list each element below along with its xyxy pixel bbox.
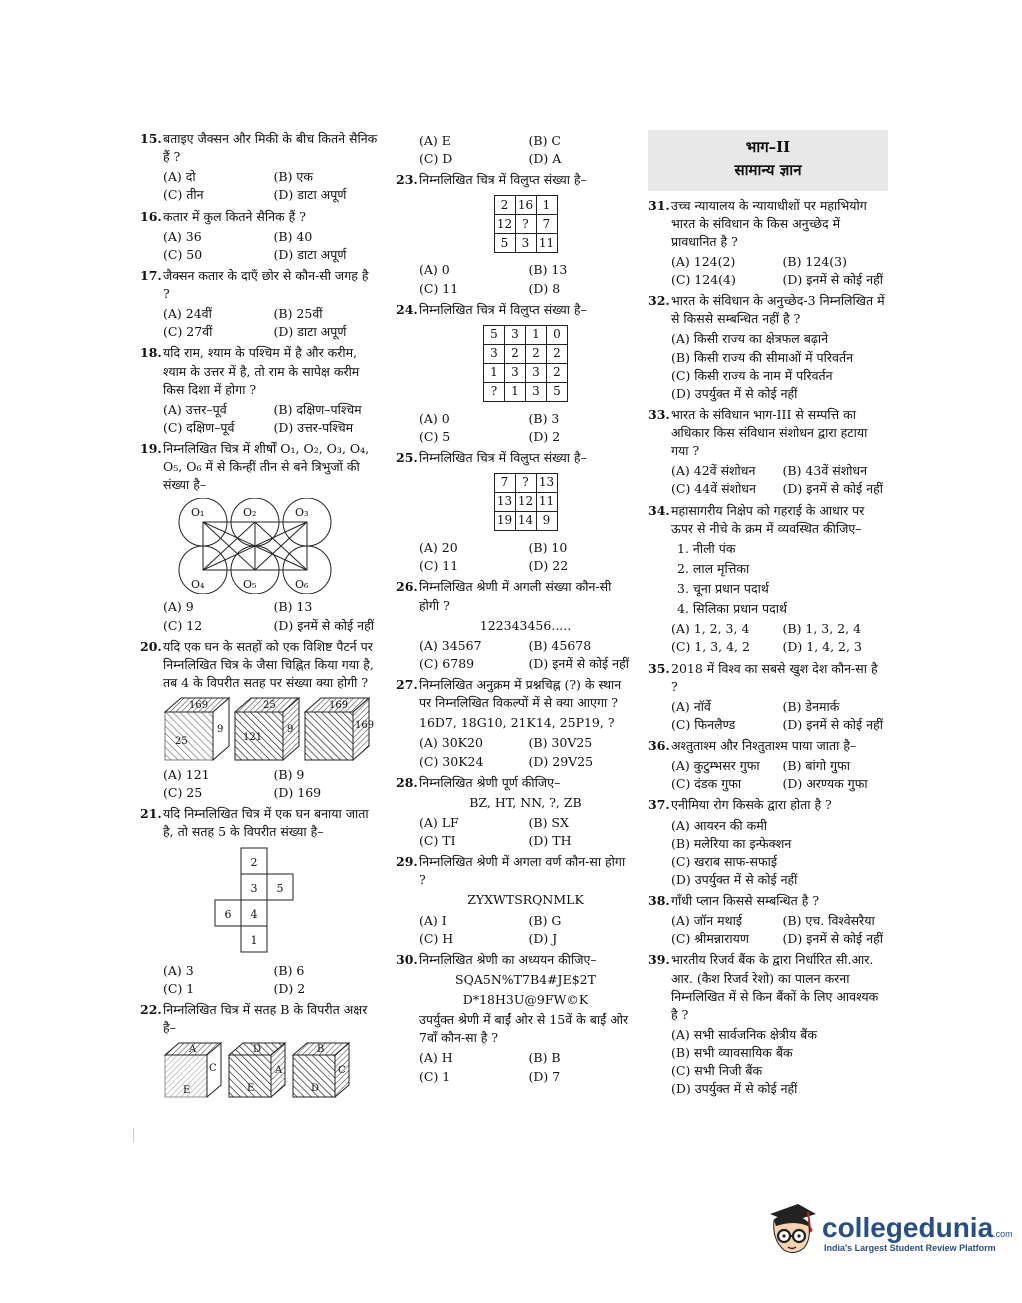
grid-cell: 2 [494, 196, 515, 215]
grid-cell: 19 [494, 512, 515, 531]
section-header [648, 130, 888, 191]
option[interactable]: (D) इनमें से कोई नहीं [782, 716, 883, 732]
face-label: 9 [217, 724, 224, 735]
option[interactable]: (D) उपर्युक्त में से कोई नहीं [671, 871, 798, 887]
question-32: 32. भारत के संविधान के अनुच्छेद-3 निम्नलिखित में से किससे सम्बन्धित नहीं है ? (A) किसी राज्य का क्षेत्रफल बढ़ाने (B) किसी राज्य की सीमाओं में परिवर्तन (C) किसी राज्य के नाम में परिवर्तन (D) उपर्युक्त में से कोई नहीं [648, 292, 888, 403]
option[interactable]: (B) 124(3) [782, 253, 847, 269]
ordered-list [677, 540, 888, 619]
grid-cell: 16 [515, 196, 536, 215]
option[interactable]: (D) उत्तर-पश्चिम [273, 419, 354, 435]
grid-cell: 14 [515, 512, 536, 531]
option[interactable]: (C) 30K24 [419, 753, 484, 769]
net-face: 4 [250, 907, 258, 921]
grid-cell: 2 [505, 344, 526, 363]
cubes-figure [163, 696, 378, 762]
option[interactable]: (B) 10 [528, 540, 568, 556]
option[interactable]: (C) 1, 3, 4, 2 [671, 639, 750, 655]
question-25: 25. निम्नलिखित चित्र में विलुप्त संख्या है– 7 ? 13 13 12 11 19 14 9 (A) 20 (B) 10 (C) 11 (D) 22 [396, 449, 632, 575]
face-letter: B [317, 1044, 325, 1055]
option[interactable]: (B) किसी राज्य की सीमाओं में परिवर्तन [671, 349, 854, 365]
series-line: 122343456..... [479, 617, 572, 633]
option[interactable]: (A) H [419, 1050, 453, 1066]
question-34: 34. महासागरीय निक्षेप को गहराई के आधार पर ऊपर से नीचे के क्रम में व्यवस्थित कीजिए– 1. नीली पंक 2. लाल मृत्तिका 3. चूना प्रधान पदार्थ 4. सिलिका प्रधान पदार्थ (A) 1, 2, 3, 4 (B) 1, 3, 2, 4 (C) 1, 3, 4, 2 (D) 1, 4, 2, 3 [648, 502, 888, 657]
option[interactable]: (B) G [528, 912, 562, 928]
grid-cell: 2 [526, 344, 547, 363]
option[interactable]: (C) तीन [163, 187, 204, 203]
option[interactable]: (D) 29V25 [528, 753, 594, 769]
vertex-label: O₄ [191, 578, 205, 592]
vertex-label: O₆ [295, 578, 309, 592]
section-title: सामान्य ज्ञान [734, 161, 802, 180]
question-19: 19. निम्नलिखित चित्र में शीर्षों O₁, O₂, O₃, O₄, O₅, O₆ में से किन्हीं तीन से बने त्रिभुजों की संख्या है– O₁ O₂ O₃ O₄ O₅ O₆ (A) 9 (B) 13 (C) 12 (D) इनमें से कोई नहीं [140, 440, 378, 635]
option[interactable]: (D) 22 [528, 558, 569, 574]
vertex-label: O₁ [191, 506, 205, 520]
option[interactable]: (C) H [419, 930, 454, 946]
option[interactable]: (B) 13 [273, 599, 313, 615]
option[interactable]: (B) 43वें संशोधन [782, 463, 868, 479]
question-21: 21. यदि निम्नलिखित चित्र में एक घन बनाया जाता है, तो सतह 5 के विपरीत संख्या है– 2 3 5 6 4 1 (A) 3 (B) 6 (C) 1 (D) 2 [140, 805, 378, 998]
option[interactable]: (B) SX [528, 814, 569, 830]
option[interactable]: (D) डाटा अपूर्ण [273, 187, 347, 203]
series-line: BZ, HT, NN, ?, ZB [469, 794, 582, 810]
grid-cell: 1 [526, 325, 547, 344]
series-line: ZYXWTSRQNMLK [467, 892, 584, 908]
face-letter: C [209, 1063, 217, 1074]
net-face: 3 [250, 881, 258, 895]
number-grid [494, 473, 558, 531]
question-28: 28. निम्नलिखित श्रेणी पूर्ण कीजिए– BZ, HT, NN, ?, ZB (A) LF (B) SX (C) TI (D) TH [396, 774, 632, 851]
question-29: 29. निम्नलिखित श्रेणी में अगला वर्ण कौन-सा होगा ? ZYXWTSRQNMLK (A) I (B) G (C) H (D) J [396, 853, 632, 948]
brand-name: collegedunia.com [822, 1212, 1013, 1243]
vertex-label: O₂ [243, 506, 257, 520]
option[interactable]: (D) इनमें से कोई नहीं [782, 481, 883, 497]
margin-mark [133, 1128, 134, 1142]
grid-cell: 3 [484, 344, 505, 363]
series-line: D*18H3U@9FW©K [462, 992, 589, 1007]
option[interactable]: (C) 6789 [419, 655, 475, 671]
option[interactable]: (D) 7 [528, 1068, 561, 1084]
face-letter: E [183, 1085, 191, 1096]
question-23: 23. निम्नलिखित चित्र में विलुप्त संख्या है– 2 16 1 12 ? 7 5 3 11 (A) 0 (B) 13 (C) 11 (D) 8 [396, 171, 632, 297]
option[interactable]: (C) 25 [163, 785, 203, 801]
question-22: 22. निम्नलिखित चित्र में सतह B के विपरीत अक्षर है– A C E D A E B C D [140, 1001, 378, 1099]
option[interactable]: (C) D [419, 151, 453, 167]
net-face: 2 [250, 855, 258, 869]
option[interactable]: (B) B [528, 1050, 561, 1066]
option[interactable]: (C) 5 [419, 428, 451, 444]
option[interactable]: (B) 30V25 [528, 735, 593, 751]
question-35: 35. 2018 में विश्व का सबसे खुश देश कौन-सा है ? (A) नॉर्वे (B) डेनमार्क (C) फिनलैण्ड (D) इनमें से कोई नहीं [648, 660, 888, 735]
question-24: 24. निम्नलिखित चित्र में विलुप्त संख्या है– 5 3 1 0 3 2 2 2 1 3 3 2 ? 1 3 5 (A) 0 (B) 3 (C) 5 (D) 2 [396, 301, 632, 446]
option[interactable]: (C) 1 [419, 1068, 451, 1084]
list-item: 4. सिलिका प्रधान पदार्थ [677, 601, 788, 617]
question-22-options [396, 132, 632, 168]
brand-tagline: India's Largest Student Review Platform [824, 1243, 996, 1253]
option[interactable]: (B) डेनमार्क [782, 698, 840, 714]
option[interactable]: (B) 25वीं [273, 306, 323, 322]
option[interactable]: (A) नॉर्वे [671, 698, 711, 714]
option[interactable]: (D) 2 [273, 980, 306, 996]
net-face: 5 [276, 881, 284, 895]
option[interactable]: (C) दक्षिण–पूर्व [163, 419, 235, 435]
option[interactable]: (A) LF [419, 814, 459, 830]
list-item: 2. लाल मृत्तिका [677, 560, 750, 576]
number-grid [483, 325, 568, 402]
option[interactable]: (B) बांगो गुफा [782, 758, 850, 774]
grid-cell: ? [484, 382, 505, 401]
question-36: 36. अश्तुताश्म और निश्तुताश्म पाया जाता है– (A) कुटुम्भसर गुफा (B) बांगो गुफा (C) दंडक गुफा (D) अरण्यक गुफा [648, 737, 888, 793]
vertex-label: O₅ [243, 578, 257, 592]
option[interactable]: (B) 45678 [528, 637, 592, 653]
grid-cell: 3 [526, 382, 547, 401]
option[interactable]: (B) 3 [528, 410, 560, 426]
vertex-label: O₃ [295, 506, 309, 520]
face-letter: D [253, 1044, 262, 1055]
option[interactable]: (A) 121 [163, 767, 210, 782]
face-label: 121 [243, 732, 263, 743]
option[interactable]: (B) 1, 3, 2, 4 [782, 621, 862, 637]
option[interactable]: (A) 34567 [419, 637, 482, 653]
face-letter: E [247, 1083, 255, 1094]
option[interactable]: (C) 12 [163, 617, 203, 633]
face-label: 25 [263, 700, 276, 711]
option[interactable]: (D) डाटा अपूर्ण [273, 324, 347, 340]
face-label: 9 [287, 724, 294, 735]
option[interactable]: (B) सभी व्यावसायिक बैंक [671, 1045, 793, 1060]
option[interactable]: (C) 1 [163, 980, 195, 996]
grid-cell: 12 [494, 215, 515, 234]
option[interactable]: (A) दो [163, 169, 196, 185]
option[interactable]: (A) 0 [419, 410, 450, 426]
option[interactable]: (A) 0 [419, 262, 450, 278]
option[interactable]: (A) जॉन मथाई [671, 913, 743, 929]
option[interactable]: (D) A [528, 151, 562, 167]
option[interactable]: (A) किसी राज्य का क्षेत्रफल बढ़ाने [671, 331, 829, 347]
option[interactable]: (A) 124(2) [671, 253, 736, 269]
option[interactable]: (B) 9 [273, 767, 305, 782]
question-39: 39. भारतीय रिजर्व बैंक के द्वारा निर्धारित सी.आर. आर. (कैश रिजर्व रेशो) का पालन करना निम्नलिखित में से किन बैंकों के लिए आवश्यक है ? (A) सभी सार्वजनिक क्षेत्रीय बैंक (B) सभी व्यावसायिक बैंक (C) सभी निजी बैंक (D) उपर्युक्त में से कोई नहीं [648, 951, 888, 1098]
option[interactable]: (A) 1, 2, 3, 4 [671, 621, 750, 637]
face-label: 169 [189, 700, 209, 711]
face-label: 25 [175, 736, 188, 747]
column-1 [140, 130, 378, 1103]
question-31: 31. उच्च न्यायालय के न्यायाधीशों पर महाभियोग भारत के संविधान के किस अनुच्छेद में प्रावधानित है ? (A) 124(2) (B) 124(3) (C) 124(4) (D) इनमें से कोई नहीं [648, 197, 888, 290]
option[interactable]: (A) कुटुम्भसर गुफा [671, 758, 760, 774]
option[interactable]: (A) 9 [163, 599, 194, 615]
option[interactable]: (A) 3 [163, 962, 194, 978]
grid-cell: 3 [505, 363, 526, 382]
option[interactable]: (C) खराब साफ-सफाई [671, 853, 777, 869]
grid-cell: 7 [494, 474, 515, 493]
option[interactable]: (C) 11 [419, 280, 459, 296]
collegedunia-logo[interactable] [764, 1200, 1013, 1264]
option[interactable]: (A) उत्तर–पूर्व [163, 401, 227, 417]
grid-cell: 9 [536, 512, 557, 531]
option[interactable]: (D) इनमें से कोई नहीं [273, 617, 374, 633]
option[interactable]: (A) E [419, 133, 451, 148]
option[interactable]: (B) एच. विश्वेसरैया [782, 913, 875, 929]
grid-cell: 2 [547, 363, 568, 382]
letter-cubes-figure [163, 1041, 363, 1099]
option[interactable]: (D) अरण्यक गुफा [782, 776, 868, 792]
face-label: 169 [355, 720, 375, 731]
option[interactable]: (B) 13 [528, 262, 568, 278]
grid-cell: 13 [536, 474, 557, 493]
option[interactable]: (B) C [528, 133, 561, 148]
question-38: 38. गाँधी प्लान किससे सम्बन्धित है ? (A) जॉन मथाई (B) एच. विश्वेसरैया (C) श्रीमन्नारायण (D) इनमें से कोई नहीं [648, 892, 888, 948]
question-37: 37. एनीमिया रोग किसके द्वारा होता है ? (A) आयरन की कमी (B) मलेरिया का इन्फेक्शन (C) खराब साफ-सफाई (D) उपर्युक्त में से कोई नहीं [648, 796, 888, 889]
question-20: 20. यदि एक घन के सतहों को एक विशिष्ट पैटर्न पर निम्नलिखित चित्र के जैसा चिह्नित किया गया है, तब 4 के विपरीत सतह पर संख्या क्या होगी ? 169 9 25 25 121 9 169 169 (A) 121 (B) 9 (C) 25 (D) 169 [140, 638, 378, 803]
question-17: 17. जैक्सन कतार के दाएँ छोर से कौन-सी जगह है ? (A) 24वीं (B) 25वीं (C) 27वीं (D) डाटा अपूर्ण [140, 267, 378, 342]
cube-net-figure [163, 846, 363, 958]
grid-cell: 3 [526, 363, 547, 382]
option[interactable]: (C) सभी निजी बैंक [671, 1063, 763, 1079]
option[interactable]: (D) उपर्युक्त में से कोई नहीं [671, 385, 798, 401]
option[interactable]: (D) TH [528, 833, 572, 848]
question-26: 26. निम्नलिखित श्रेणी में अगली संख्या कौन-सी होगी ? 122343456..... (A) 34567 (B) 45678 (C) 6789 (D) इनमें से कोई नहीं [396, 578, 632, 673]
grid-cell: 2 [547, 344, 568, 363]
grid-cell: 12 [515, 493, 536, 512]
option[interactable]: (A) 36 [163, 228, 202, 244]
option[interactable]: (D) 169 [273, 785, 322, 801]
grid-cell: 13 [494, 493, 515, 512]
grid-cell: 7 [536, 215, 557, 234]
grid-cell: ? [515, 215, 536, 234]
section-part: भाग–II [745, 138, 791, 156]
column-3 [648, 130, 888, 1101]
option[interactable]: (A) I [419, 912, 447, 928]
face-letter: A [189, 1044, 197, 1055]
option[interactable]: (C) 44वें संशोधन [671, 481, 756, 497]
grid-cell: 1 [505, 382, 526, 401]
grid-cell: 0 [547, 325, 568, 344]
face-letter: D [311, 1083, 320, 1094]
option[interactable]: (C) 11 [419, 558, 459, 574]
option[interactable]: (C) फिनलैण्ड [671, 716, 736, 732]
question-18: 18. यदि राम, श्याम के पश्चिम में है और करीम, श्याम के उत्तर में है, तो राम के सापेक्ष करीम किस दिशा में होगा ? (A) उत्तर–पूर्व (B) दक्षिण–पश्चिम (C) दक्षिण–पूर्व (D) उत्तर-पश्चिम [140, 344, 378, 437]
grid-cell: 5 [484, 325, 505, 344]
net-face: 1 [250, 933, 258, 947]
face-letter: C [338, 1065, 346, 1076]
option[interactable]: (B) एक [273, 169, 313, 185]
option[interactable]: (D) 8 [528, 280, 561, 296]
net-face: 6 [224, 907, 232, 921]
grid-cell: ? [515, 474, 536, 493]
question-15: 15. बताइए जैक्सन और मिकी के बीच कितने सैनिक हैं ? (A) दो (B) एक (C) तीन (D) डाटा अपूर्ण [140, 130, 378, 205]
option[interactable]: (D) 2 [528, 428, 561, 444]
option[interactable]: (D) इनमें से कोई नहीं [782, 272, 883, 287]
question-27: 27. निम्नलिखित अनुक्रम में प्रश्नचिह्न (?) के स्थान पर निम्नलिखित विकल्पों में से क्या आएगा ? 16D7, 18G10, 21K14, 25P19, ? (A) 30K20 (B) 30V25 (C) 30K24 (D) 29V25 [396, 676, 632, 771]
grid-cell: 11 [536, 234, 557, 253]
grid-cell: 3 [505, 325, 526, 344]
circles-figure [163, 498, 363, 594]
option[interactable]: (A) 42वें संशोधन [671, 463, 756, 479]
option[interactable]: (D) 1, 4, 2, 3 [782, 639, 862, 655]
option[interactable]: (D) J [528, 930, 558, 946]
option[interactable]: (D) इनमें से कोई नहीं [528, 655, 629, 671]
series-line: SQA5N%T7B4#JE$2T [455, 971, 596, 987]
face-label: 169 [329, 700, 349, 711]
option[interactable]: (C) 50 [163, 246, 203, 262]
column-2 [396, 130, 632, 1089]
question-33: 33. भारत के संविधान भाग-III से सम्पत्ति का अधिकार किस संविधान संशोधन द्वारा हटाया गया ? (A) 42वें संशोधन (B) 43वें संशोधन (C) 44वें संशोधन (D) इनमें से कोई नहीं [648, 406, 888, 499]
grid-cell: 1 [484, 363, 505, 382]
option[interactable]: (A) 20 [419, 540, 458, 556]
option[interactable]: (B) मलेरिया का इन्फेक्शन [671, 835, 792, 851]
option[interactable]: (C) 27वीं [163, 324, 213, 340]
option[interactable]: (A) 24वीं [163, 306, 212, 322]
list-item: 1. नीली पंक [677, 540, 736, 556]
grid-cell: 11 [536, 493, 557, 512]
face-letter: A [275, 1065, 283, 1076]
grid-cell: 5 [547, 382, 568, 401]
number-grid [494, 195, 558, 253]
option[interactable]: (B) 40 [273, 228, 313, 244]
option[interactable]: (A) 30K20 [419, 735, 483, 751]
option[interactable]: (C) TI [419, 833, 456, 848]
option[interactable]: (D) उपर्युक्त में से कोई नहीं [671, 1081, 798, 1097]
option[interactable]: (C) किसी राज्य के नाम में परिवर्तन [671, 367, 833, 383]
grid-cell: 5 [494, 234, 515, 253]
option[interactable]: (C) दंडक गुफा [671, 776, 742, 792]
list-item: 3. चूना प्रधान पदार्थ [677, 581, 769, 596]
option[interactable]: (D) डाटा अपूर्ण [273, 246, 347, 262]
grid-cell: 1 [536, 196, 557, 215]
option[interactable]: (B) 6 [273, 962, 305, 978]
option[interactable]: (D) इनमें से कोई नहीं [782, 931, 883, 947]
question-16: 16. कतार में कुल कितने सैनिक हैं ? (A) 36 (B) 40 (C) 50 (D) डाटा अपूर्ण [140, 208, 378, 264]
option[interactable]: (C) 124(4) [671, 272, 736, 287]
option[interactable]: (C) श्रीमन्नारायण [671, 931, 749, 947]
mascot-icon [764, 1200, 822, 1260]
series-line: 16D7, 18G10, 21K14, 25P19, ? [419, 715, 615, 731]
question-30: 30. निम्नलिखित श्रेणी का अध्ययन कीजिए– SQA5N%T7B4#JE$2T D*18H3U@9FW©K उपर्युक्त श्रेणी में बाईं ओर से 15वें के बाईं ओर 7वाँ कौन-सा है ? (A) H (B) B (C) 1 (D) 7 [396, 951, 632, 1086]
option[interactable]: (B) दक्षिण–पश्चिम [273, 401, 362, 417]
option[interactable]: (A) सभी सार्वजनिक क्षेत्रीय बैंक [671, 1026, 817, 1042]
grid-cell: 3 [515, 234, 536, 253]
option[interactable]: (A) आयरन की कमी [671, 817, 767, 833]
